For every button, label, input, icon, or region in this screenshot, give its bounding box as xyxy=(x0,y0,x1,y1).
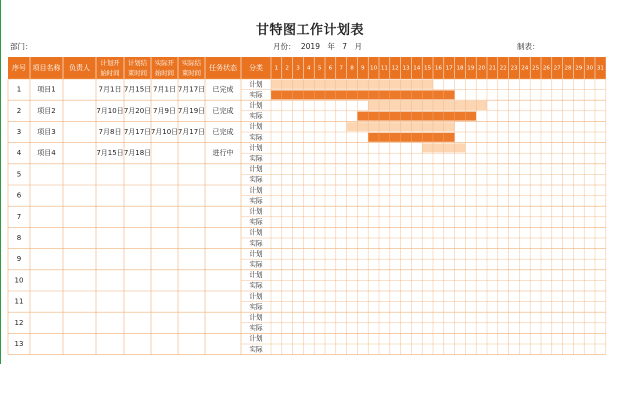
year-value: 2019 xyxy=(300,42,320,51)
category-actual-label: 实际 xyxy=(249,175,263,184)
day-header-30: 30 xyxy=(586,65,594,72)
row-plan-end: 7月15日 xyxy=(123,85,152,94)
actual-bar-project-2 xyxy=(357,112,476,121)
row-status: 进行中 xyxy=(212,149,234,158)
row-seq-1: 1 xyxy=(16,85,22,94)
row-seq-4: 4 xyxy=(16,149,22,158)
day-header-2: 2 xyxy=(285,65,289,72)
row-plan-start: 7月8日 xyxy=(98,128,122,136)
row-actual-start: 7月1日 xyxy=(153,85,176,94)
day-header-5: 5 xyxy=(317,65,322,72)
category-actual-label: 实际 xyxy=(249,90,263,99)
row-actual-start: 7月10日 xyxy=(150,128,179,136)
day-header-23: 23 xyxy=(510,65,518,72)
category-actual-label: 实际 xyxy=(249,281,263,290)
day-header-8: 8 xyxy=(350,65,354,72)
day-header-20: 20 xyxy=(478,65,486,72)
plan-bar-project-1 xyxy=(271,80,433,89)
day-header-11: 11 xyxy=(380,65,388,72)
header-act-start-line1: 实际开 xyxy=(154,59,175,67)
day-header-13: 13 xyxy=(402,65,410,72)
day-header-1: 1 xyxy=(274,65,279,72)
row-status: 已完成 xyxy=(212,128,234,136)
day-header-16: 16 xyxy=(434,65,442,72)
day-header-14: 14 xyxy=(413,65,421,72)
month-unit: 月 xyxy=(354,42,362,51)
page-title: 甘特图工作计划表 xyxy=(255,23,364,38)
row-actual-end: 7月19日 xyxy=(177,106,206,115)
category-plan-label: 计划 xyxy=(249,292,263,301)
category-actual-label: 实际 xyxy=(249,239,263,248)
year-unit: 年 xyxy=(327,42,335,51)
row-project-name: 项目4 xyxy=(37,149,56,158)
header-status: 任务状态 xyxy=(209,64,237,72)
plan-bar-project-2 xyxy=(368,101,487,110)
row-seq-2: 2 xyxy=(16,106,22,115)
row-actual-end: 7月17日 xyxy=(177,85,206,94)
day-header-24: 24 xyxy=(521,65,529,72)
month-label: 月份： xyxy=(273,42,296,51)
row-seq-5: 5 xyxy=(16,170,22,179)
day-header-22: 22 xyxy=(499,65,507,72)
day-header-19: 19 xyxy=(467,65,475,72)
row-status: 已完成 xyxy=(212,85,234,94)
row-plan-start: 7月15日 xyxy=(96,149,124,158)
row-seq-8: 8 xyxy=(16,234,22,242)
row-seq-7: 7 xyxy=(16,212,22,221)
category-plan-label: 计划 xyxy=(249,207,263,216)
row-plan-end: 7月20日 xyxy=(123,106,152,115)
category-actual-label: 实际 xyxy=(249,302,263,311)
row-status: 已完成 xyxy=(212,106,234,115)
header-plan-start-line2: 始时间 xyxy=(100,69,120,77)
category-actual-label: 实际 xyxy=(249,133,263,142)
day-header-31: 31 xyxy=(596,65,604,72)
row-seq-3: 3 xyxy=(16,128,22,136)
day-header-6: 6 xyxy=(328,65,333,72)
row-project-name: 项目2 xyxy=(37,106,56,115)
row-seq-6: 6 xyxy=(16,191,22,200)
day-header-27: 27 xyxy=(553,65,561,72)
actual-bar-project-1 xyxy=(271,90,455,99)
month-value: 7 xyxy=(342,42,348,51)
day-header-7: 7 xyxy=(339,65,343,72)
category-actual-label: 实际 xyxy=(249,345,263,354)
day-header-28: 28 xyxy=(564,65,572,72)
category-actual-label: 实际 xyxy=(249,196,263,205)
day-header-12: 12 xyxy=(391,65,399,72)
category-plan-label: 计划 xyxy=(249,249,263,258)
row-seq-12: 12 xyxy=(14,318,24,327)
category-actual-label: 实际 xyxy=(249,154,263,163)
day-header-21: 21 xyxy=(488,65,496,72)
day-header-10: 10 xyxy=(370,65,378,72)
header-name: 项目名称 xyxy=(32,64,61,72)
category-plan-label: 计划 xyxy=(249,271,263,280)
department-label: 部门： xyxy=(10,42,33,51)
category-actual-label: 实际 xyxy=(249,112,263,121)
day-header-18: 18 xyxy=(456,65,464,72)
category-plan-label: 计划 xyxy=(249,186,263,195)
category-plan-label: 计划 xyxy=(249,80,263,89)
maker-label: 制表： xyxy=(517,42,540,51)
category-plan-label: 计划 xyxy=(249,122,263,131)
header-category: 分类 xyxy=(249,64,263,72)
row-plan-end: 7月18日 xyxy=(123,149,152,158)
day-header-25: 25 xyxy=(532,65,540,72)
category-actual-label: 实际 xyxy=(249,260,263,269)
category-plan-label: 计划 xyxy=(249,143,263,152)
row-actual-end: 7月17日 xyxy=(177,128,206,136)
header-plan-end-line2: 束时间 xyxy=(127,69,148,77)
header-owner: 负责人 xyxy=(69,64,90,72)
category-plan-label: 计划 xyxy=(249,165,263,174)
header-seq: 序号 xyxy=(12,64,26,72)
header-plan-start-line1: 计划开 xyxy=(100,59,120,67)
header-act-end-line1: 实际结 xyxy=(181,59,202,67)
row-seq-9: 9 xyxy=(16,255,22,264)
row-seq-10: 10 xyxy=(14,276,24,285)
row-actual-start: 7月9日 xyxy=(153,106,176,115)
category-actual-label: 实际 xyxy=(249,324,263,333)
day-header-26: 26 xyxy=(542,65,550,72)
row-plan-start: 7月1日 xyxy=(98,85,122,94)
row-plan-end: 7月17日 xyxy=(123,128,152,136)
category-plan-label: 计划 xyxy=(249,313,263,322)
day-header-29: 29 xyxy=(575,65,583,72)
day-header-17: 17 xyxy=(445,65,453,72)
row-seq-13: 13 xyxy=(14,340,24,348)
category-plan-label: 计划 xyxy=(249,334,263,343)
day-header-4: 4 xyxy=(307,65,311,72)
category-actual-label: 实际 xyxy=(249,218,263,227)
day-header-15: 15 xyxy=(424,65,432,72)
day-header-3: 3 xyxy=(296,65,300,72)
day-header-9: 9 xyxy=(361,65,365,72)
header-act-end-line2: 束时间 xyxy=(181,69,202,77)
category-plan-label: 计划 xyxy=(249,228,263,237)
row-project-name: 项目1 xyxy=(37,85,56,94)
header-act-start-line2: 始时间 xyxy=(154,69,175,77)
header-plan-end-line1: 计划结 xyxy=(127,59,148,67)
category-plan-label: 计划 xyxy=(249,101,263,110)
row-seq-11: 11 xyxy=(14,297,24,306)
row-plan-start: 7月10日 xyxy=(96,106,124,115)
row-project-name: 项目3 xyxy=(37,128,56,136)
